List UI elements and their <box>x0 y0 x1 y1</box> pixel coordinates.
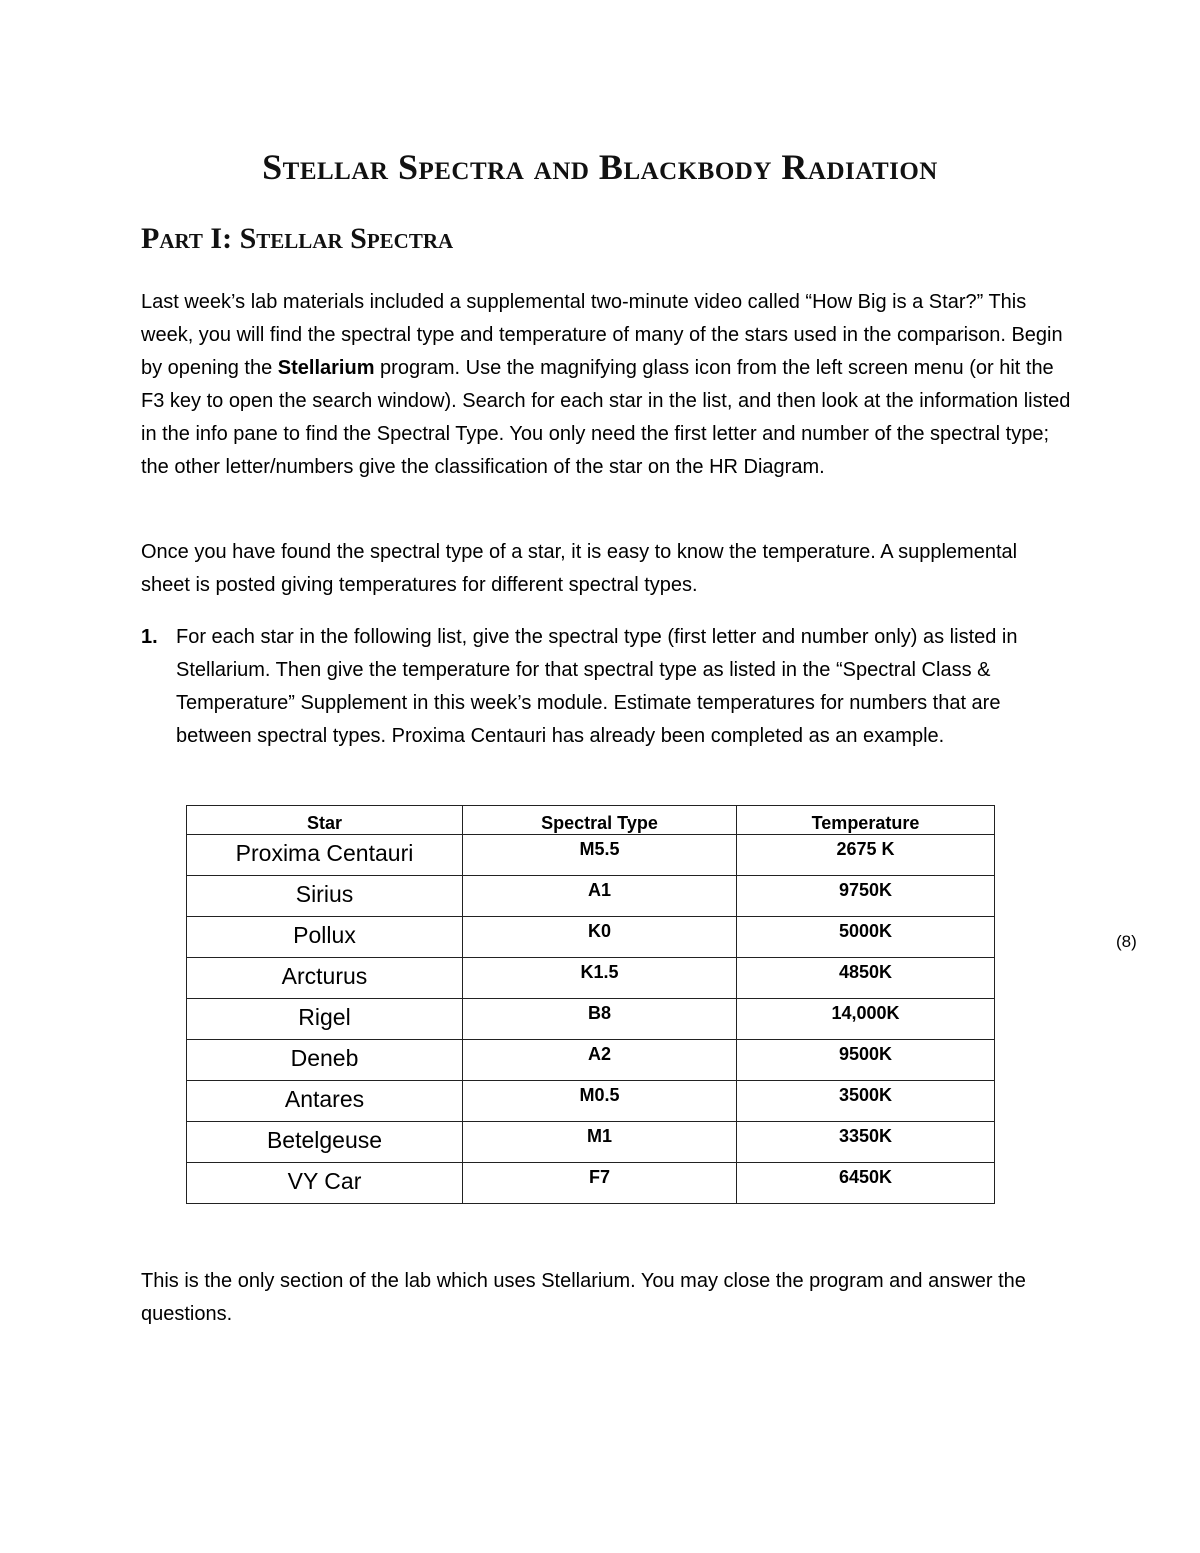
program-name: Stellarium <box>277 357 375 379</box>
temperature: 14,000K <box>737 999 995 1040</box>
temperature: 3350K <box>737 1122 995 1163</box>
spectral-type: M5.5 <box>463 835 737 876</box>
star-table <box>186 805 995 1204</box>
section-heading: Part I: Stellar Spectra <box>141 222 454 255</box>
spectral-type: M1 <box>463 1122 737 1163</box>
intro-paragraph <box>141 286 1071 484</box>
document-title: Stellar Spectra and Blackbody Radiation <box>262 147 938 187</box>
spectral-type: A1 <box>463 876 737 917</box>
intro-text-part1: Last week’s lab materials included a supplemental two-minute video called “How Big is a Star?” This week, you will find the spectral type and temperature of many of the stars used in the comparison. Begin by opening the <box>141 291 1063 379</box>
spectral-type: A2 <box>463 1040 737 1081</box>
temperature: 5000K <box>737 917 995 958</box>
question-text: For each star in the following list, give the spectral type (first letter and number only) as listed in Stellarium. Then give the temperature for that spectral type as listed in the “Spectral Class & Temperature” Supplement in this week’s module. Estimate temperatures for numbers that are between spectral types. Proxima Centauri has already been completed as an example. <box>176 626 1018 747</box>
table-row <box>187 999 995 1040</box>
star-name: Antares <box>187 1081 463 1122</box>
spectral-type-paragraph: Once you have found the spectral type of a star, it is easy to know the temperature. A supplemental sheet is posted giving temperatures for different spectral types. <box>141 541 1018 596</box>
question-points: (8) <box>1116 932 1137 951</box>
temperature: 9750K <box>737 876 995 917</box>
temperature: 6450K <box>737 1163 995 1204</box>
spectral-type: K0 <box>463 917 737 958</box>
table-header-row <box>187 806 995 835</box>
temperature: 9500K <box>737 1040 995 1081</box>
table-row <box>187 958 995 999</box>
table-row <box>187 917 995 958</box>
temperature: 3500K <box>737 1081 995 1122</box>
star-name: Pollux <box>187 917 463 958</box>
star-name: VY Car <box>187 1163 463 1204</box>
spectral-type: K1.5 <box>463 958 737 999</box>
closing-paragraph: This is the only section of the lab which uses Stellarium. You may close the program and answer the questions. <box>141 1270 1026 1325</box>
spectral-type: B8 <box>463 999 737 1040</box>
table-row <box>187 1163 995 1204</box>
header-star: Star <box>187 806 463 835</box>
star-name: Proxima Centauri <box>187 835 463 876</box>
spectral-type: F7 <box>463 1163 737 1204</box>
star-name: Deneb <box>187 1040 463 1081</box>
star-name: Arcturus <box>187 958 463 999</box>
header-spectral-type: Spectral Type <box>463 806 737 835</box>
table-row <box>187 835 995 876</box>
temperature: 4850K <box>737 958 995 999</box>
header-temperature: Temperature <box>737 806 995 835</box>
table-row <box>187 1040 995 1081</box>
temperature: 2675 K <box>737 835 995 876</box>
intro-text-part2: program. Use the magnifying glass icon from the left screen menu (or hit the F3 key to open the search window). Search for each star in the list, and then look at the information listed in the info pane to find the Spectral Type. You only need the first letter and number of the spectral type; the other letter/numbers give the classification of the star on the HR Diagram. <box>141 357 1071 478</box>
table-row <box>187 1122 995 1163</box>
question-number: 1. <box>141 626 158 648</box>
question-1 <box>141 621 1071 753</box>
star-name: Sirius <box>187 876 463 917</box>
star-name: Rigel <box>187 999 463 1040</box>
star-name: Betelgeuse <box>187 1122 463 1163</box>
spectral-type: M0.5 <box>463 1081 737 1122</box>
table-row <box>187 876 995 917</box>
table-row <box>187 1081 995 1122</box>
